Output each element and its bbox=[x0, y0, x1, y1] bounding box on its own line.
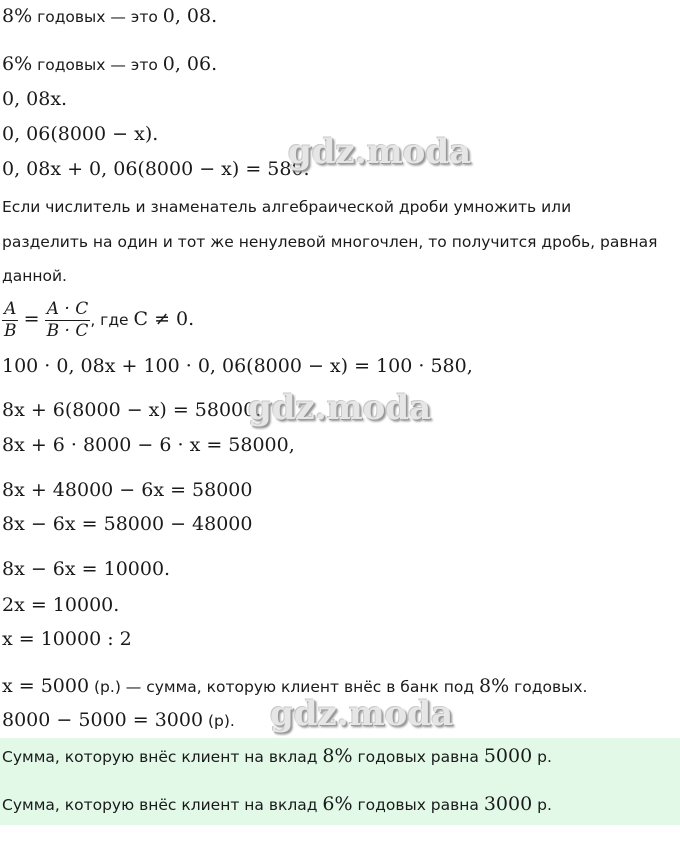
answer-line-2: Сумма, которую внёс клиент на вклад 6% годовых равна 3000 р. bbox=[2, 793, 552, 815]
line-multiplied: 100 · 0, 08x + 100 · 0, 06(8000 − x) = 100 · 580, bbox=[2, 355, 473, 377]
line-rate-6: 6% годовых — это 0, 06. bbox=[2, 53, 218, 75]
line-step-6: 2x = 10000. bbox=[2, 594, 120, 616]
rule-text-1: Если числитель и знаменатель алгебраической дроби умножить или bbox=[2, 198, 572, 216]
watermark-logo: gdz.moda bbox=[288, 132, 472, 172]
rule-text-2: разделить на один и тот же ненулевой многочлен, то получится дробь, равная bbox=[2, 233, 658, 251]
line-rate-8: 8% годовых — это 0, 08. bbox=[2, 5, 218, 27]
line-step-4: 8x − 6x = 58000 − 48000 bbox=[2, 513, 253, 535]
line-step-5: 8x − 6x = 10000. bbox=[2, 558, 171, 580]
line-expr-2: 0, 06(8000 − x). bbox=[2, 123, 159, 145]
line-expr-1: 0, 08x. bbox=[2, 88, 68, 110]
line-step-7: x = 10000 : 2 bbox=[2, 628, 132, 650]
line-step-1: 8x + 6(8000 − x) = 58000. bbox=[2, 399, 262, 421]
fraction-rhs: $\frac{A \cdot C}{B \cdot C}$ bbox=[46, 299, 89, 341]
watermark-logo: gdz.moda bbox=[248, 388, 432, 428]
watermark-logo: gdz.moda bbox=[270, 694, 454, 734]
line-result-6: 8000 − 5000 = 3000 (р). bbox=[2, 709, 235, 731]
fraction-lhs: $\frac{A}{B}$ bbox=[4, 299, 17, 341]
rule-text-3: данной. bbox=[2, 267, 67, 285]
answer-line-1: Сумма, которую внёс клиент на вклад 8% годовых равна 5000 р. bbox=[2, 745, 552, 767]
line-step-2: 8x + 6 · 8000 − 6 · x = 58000, bbox=[2, 434, 295, 456]
line-equation: 0, 08x + 0, 06(8000 − x) = 580. bbox=[2, 158, 310, 180]
line-result-8: x = 5000 (р.) — сумма, которую клиент внёс в банк под 8% годовых. bbox=[2, 675, 588, 697]
line-step-3: 8x + 48000 − 6x = 58000 bbox=[2, 479, 253, 501]
fraction-rule: $\frac{A}{B}$ = $\frac{A \cdot C}{B \cdot C}$ , где C ≠ 0. bbox=[4, 299, 195, 341]
